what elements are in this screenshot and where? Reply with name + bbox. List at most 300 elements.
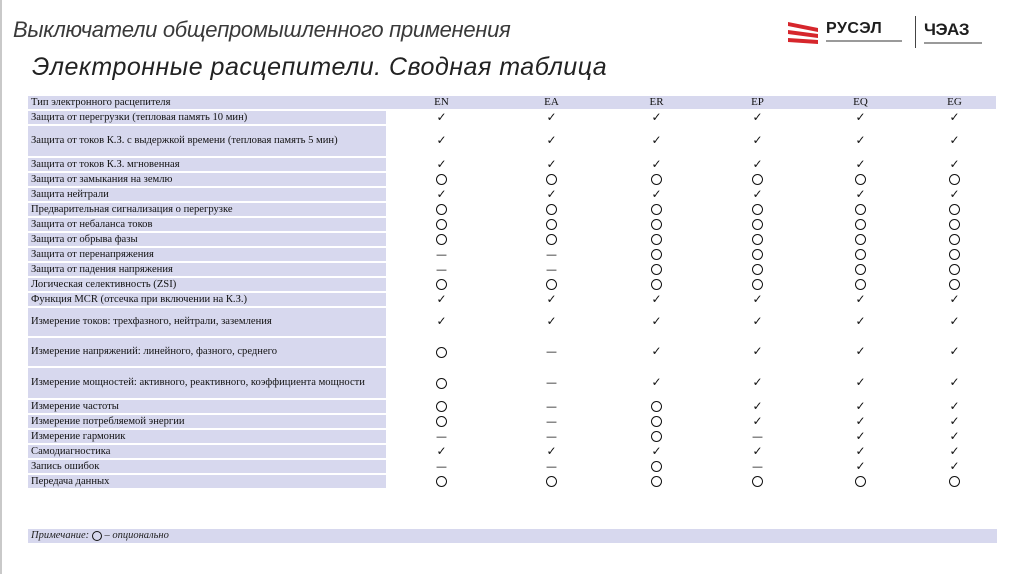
- column-header: EP: [706, 96, 808, 109]
- cell-er: [606, 308, 706, 336]
- cell-er: [606, 203, 706, 216]
- cell-ea: [496, 293, 606, 306]
- cell-er: [606, 445, 706, 458]
- cell-ep: [706, 188, 808, 201]
- check-icon: ✓: [752, 375, 763, 390]
- cell-er: [606, 278, 706, 291]
- cell-en: [386, 293, 496, 306]
- circle-icon: [949, 174, 960, 185]
- cell-ep: [706, 248, 808, 261]
- cell-en: [386, 308, 496, 336]
- cell-ea: [496, 415, 606, 428]
- check-icon: ✓: [855, 443, 866, 458]
- cell-en: [386, 126, 496, 156]
- circle-icon: [436, 347, 447, 358]
- cell-er: [606, 293, 706, 306]
- cell-ea: [496, 308, 606, 336]
- check-icon: ✓: [855, 133, 866, 148]
- feature-label: Запись ошибок: [28, 460, 386, 473]
- cell-en: [386, 173, 496, 186]
- cell-en: [386, 188, 496, 201]
- dash-icon: —: [546, 414, 557, 428]
- check-icon: ✓: [949, 413, 960, 428]
- circle-icon: [546, 234, 557, 245]
- circle-icon: [436, 476, 447, 487]
- check-icon: ✓: [651, 291, 662, 306]
- cell-er: [606, 111, 706, 124]
- feature-label: Функция MCR (отсечка при включении на К.З.): [28, 293, 386, 306]
- check-icon: ✓: [855, 428, 866, 443]
- circle-icon: [855, 279, 866, 290]
- cell-ep: [706, 430, 808, 443]
- check-icon: ✓: [949, 314, 960, 329]
- circle-icon: [546, 204, 557, 215]
- check-icon: ✓: [546, 109, 557, 124]
- footnote-suffix: – опционально: [104, 530, 169, 541]
- cell-en: [386, 203, 496, 216]
- cell-en: [386, 233, 496, 246]
- cell-eg: [912, 460, 996, 473]
- cell-er: [606, 218, 706, 231]
- feature-label: Защита от токов К.З. с выдержкой времени (тепловая память 5 мин): [28, 126, 386, 156]
- cheaz-logo-underline: [924, 42, 982, 44]
- cell-eq: [808, 415, 912, 428]
- circle-icon: [436, 234, 447, 245]
- circle-icon: [855, 234, 866, 245]
- circle-icon: [436, 416, 447, 427]
- cell-en: [386, 460, 496, 473]
- table-row: [28, 188, 996, 201]
- cell-ep: [706, 173, 808, 186]
- check-icon: ✓: [949, 398, 960, 413]
- cell-ep: [706, 126, 808, 156]
- cell-ea: [496, 430, 606, 443]
- cell-ea: [496, 400, 606, 413]
- feature-label: Измерение напряжений: линейного, фазного, среднего: [28, 338, 386, 366]
- check-icon: ✓: [752, 443, 763, 458]
- cell-er: [606, 460, 706, 473]
- table-row: [28, 293, 996, 306]
- feature-label: Защита от падения напряжения: [28, 263, 386, 276]
- cell-eg: [912, 126, 996, 156]
- check-icon: ✓: [949, 428, 960, 443]
- cell-ep: [706, 368, 808, 398]
- check-icon: ✓: [651, 109, 662, 124]
- check-icon: ✓: [546, 314, 557, 329]
- check-icon: ✓: [949, 375, 960, 390]
- table-row: [28, 475, 996, 488]
- check-icon: ✓: [752, 291, 763, 306]
- feature-label: Измерение гармоник: [28, 430, 386, 443]
- circle-icon: [546, 174, 557, 185]
- check-icon: ✓: [436, 156, 447, 171]
- cell-eg: [912, 430, 996, 443]
- cell-er: [606, 430, 706, 443]
- circle-icon: [855, 249, 866, 260]
- dash-icon: —: [436, 262, 447, 276]
- check-icon: ✓: [436, 314, 447, 329]
- dash-icon: —: [752, 459, 763, 473]
- cell-eg: [912, 445, 996, 458]
- cell-eq: [808, 293, 912, 306]
- cell-er: [606, 248, 706, 261]
- logo-divider: [915, 16, 916, 48]
- cell-eq: [808, 248, 912, 261]
- check-icon: ✓: [752, 109, 763, 124]
- cell-eg: [912, 308, 996, 336]
- check-icon: ✓: [949, 133, 960, 148]
- cell-eg: [912, 338, 996, 366]
- cell-en: [386, 278, 496, 291]
- feature-label: Измерение токов: трехфазного, нейтрали, заземления: [28, 308, 386, 336]
- logo-group: [786, 14, 1001, 54]
- circle-icon: [949, 476, 960, 487]
- cell-ep: [706, 400, 808, 413]
- cell-eq: [808, 111, 912, 124]
- table-row: [28, 445, 996, 458]
- column-header: EG: [912, 96, 996, 109]
- table-row: [28, 430, 996, 443]
- check-icon: ✓: [855, 156, 866, 171]
- cell-eq: [808, 278, 912, 291]
- check-icon: ✓: [752, 413, 763, 428]
- table-row: [28, 173, 996, 186]
- cell-eq: [808, 460, 912, 473]
- dash-icon: —: [436, 429, 447, 443]
- table-row: [28, 203, 996, 216]
- feature-label: Логическая селективность (ZSI): [28, 278, 386, 291]
- cell-eg: [912, 248, 996, 261]
- cell-eg: [912, 233, 996, 246]
- check-icon: ✓: [949, 344, 960, 359]
- cell-er: [606, 173, 706, 186]
- feature-label: Измерение мощностей: активного, реактивного, коэффициента мощности: [28, 368, 386, 398]
- cell-er: [606, 263, 706, 276]
- circle-icon: [855, 174, 866, 185]
- feature-label: Защита от обрыва фазы: [28, 233, 386, 246]
- circle-icon: [651, 264, 662, 275]
- cell-ep: [706, 293, 808, 306]
- table-row: [28, 233, 996, 246]
- cell-eq: [808, 158, 912, 171]
- cell-eg: [912, 218, 996, 231]
- cell-en: [386, 430, 496, 443]
- circle-icon: [752, 234, 763, 245]
- cheaz-logo-text: ЧЭАЗ: [924, 20, 969, 39]
- check-icon: ✓: [546, 443, 557, 458]
- circle-icon: [752, 476, 763, 487]
- cell-er: [606, 158, 706, 171]
- circle-icon: [651, 476, 662, 487]
- cell-eq: [808, 188, 912, 201]
- column-header: ER: [606, 96, 706, 109]
- check-icon: ✓: [855, 458, 866, 473]
- check-icon: ✓: [949, 291, 960, 306]
- cell-ep: [706, 460, 808, 473]
- check-icon: ✓: [949, 186, 960, 201]
- cell-eg: [912, 293, 996, 306]
- circle-icon: [855, 264, 866, 275]
- cell-ea: [496, 248, 606, 261]
- cell-er: [606, 400, 706, 413]
- cell-ea: [496, 278, 606, 291]
- check-icon: ✓: [752, 156, 763, 171]
- feature-label: Самодиагностика: [28, 445, 386, 458]
- circle-icon: [949, 234, 960, 245]
- check-icon: ✓: [855, 109, 866, 124]
- check-icon: ✓: [436, 291, 447, 306]
- check-icon: ✓: [546, 186, 557, 201]
- cell-eq: [808, 173, 912, 186]
- feature-label: Защита от токов К.З. мгновенная: [28, 158, 386, 171]
- cheaz-logo: [924, 16, 999, 50]
- check-icon: ✓: [949, 156, 960, 171]
- check-icon: ✓: [651, 443, 662, 458]
- cell-eg: [912, 188, 996, 201]
- cell-eq: [808, 308, 912, 336]
- cell-en: [386, 248, 496, 261]
- cell-er: [606, 415, 706, 428]
- cell-en: [386, 263, 496, 276]
- dash-icon: —: [546, 247, 557, 261]
- cell-ep: [706, 278, 808, 291]
- circle-icon: [651, 279, 662, 290]
- table-row: [28, 218, 996, 231]
- cell-eq: [808, 203, 912, 216]
- circle-icon: [949, 279, 960, 290]
- trip-units-table: [28, 94, 996, 490]
- check-icon: ✓: [752, 186, 763, 201]
- check-icon: ✓: [855, 375, 866, 390]
- cell-ea: [496, 158, 606, 171]
- cell-eq: [808, 218, 912, 231]
- cell-eg: [912, 203, 996, 216]
- column-header: EA: [496, 96, 606, 109]
- check-icon: ✓: [651, 375, 662, 390]
- circle-icon: [436, 174, 447, 185]
- column-header: EN: [386, 96, 496, 109]
- cell-eq: [808, 430, 912, 443]
- feature-label: Передача данных: [28, 475, 386, 488]
- rusel-mark-icon: [788, 20, 820, 48]
- check-icon: ✓: [651, 344, 662, 359]
- table-row: [28, 460, 996, 473]
- cell-eg: [912, 263, 996, 276]
- cell-ep: [706, 158, 808, 171]
- circle-icon: [949, 249, 960, 260]
- cell-en: [386, 400, 496, 413]
- cell-eg: [912, 111, 996, 124]
- check-icon: ✓: [949, 109, 960, 124]
- cell-ep: [706, 415, 808, 428]
- circle-icon: [651, 174, 662, 185]
- circle-icon: [651, 401, 662, 412]
- cell-ep: [706, 233, 808, 246]
- cell-ea: [496, 233, 606, 246]
- cell-er: [606, 368, 706, 398]
- check-icon: ✓: [855, 413, 866, 428]
- feature-label: Предварительная сигнализация о перегрузке: [28, 203, 386, 216]
- cell-eg: [912, 278, 996, 291]
- rusel-logo-underline: [826, 40, 902, 42]
- cell-eq: [808, 475, 912, 488]
- cell-er: [606, 233, 706, 246]
- check-icon: ✓: [855, 314, 866, 329]
- feature-label: Защита от перенапряжения: [28, 248, 386, 261]
- cell-eq: [808, 263, 912, 276]
- check-icon: ✓: [855, 344, 866, 359]
- cell-ep: [706, 218, 808, 231]
- cell-en: [386, 158, 496, 171]
- feature-label: Защита нейтрали: [28, 188, 386, 201]
- cell-ep: [706, 111, 808, 124]
- circle-icon: [92, 531, 102, 541]
- cell-eq: [808, 445, 912, 458]
- cell-ea: [496, 203, 606, 216]
- check-icon: ✓: [752, 314, 763, 329]
- cell-ea: [496, 368, 606, 398]
- cell-ea: [496, 188, 606, 201]
- corner-header: Тип электронного расцепителя: [28, 96, 386, 109]
- circle-icon: [651, 249, 662, 260]
- circle-icon: [651, 234, 662, 245]
- feature-label: Защита от небаланса токов: [28, 218, 386, 231]
- circle-icon: [546, 219, 557, 230]
- page-subtitle: Электронные расцепители. Сводная таблица: [32, 53, 608, 81]
- circle-icon: [651, 416, 662, 427]
- column-header: EQ: [808, 96, 912, 109]
- circle-icon: [855, 476, 866, 487]
- dash-icon: —: [546, 262, 557, 276]
- circle-icon: [855, 219, 866, 230]
- table-row: [28, 308, 996, 336]
- cell-eg: [912, 368, 996, 398]
- feature-label: Защита от перегрузки (тепловая память 10 мин): [28, 111, 386, 124]
- cell-ea: [496, 263, 606, 276]
- circle-icon: [651, 219, 662, 230]
- cell-ep: [706, 338, 808, 366]
- table-row: [28, 400, 996, 413]
- table-row: [28, 158, 996, 171]
- cell-ea: [496, 338, 606, 366]
- left-accent-bar: [0, 0, 2, 574]
- check-icon: ✓: [651, 133, 662, 148]
- circle-icon: [436, 219, 447, 230]
- circle-icon: [855, 204, 866, 215]
- check-icon: ✓: [949, 443, 960, 458]
- footnote-prefix: Примечание:: [31, 530, 90, 541]
- cell-eg: [912, 415, 996, 428]
- circle-icon: [651, 204, 662, 215]
- cell-ea: [496, 173, 606, 186]
- dash-icon: —: [436, 459, 447, 473]
- footnote: [28, 529, 997, 543]
- circle-icon: [651, 431, 662, 442]
- table-row: [28, 248, 996, 261]
- cell-eg: [912, 158, 996, 171]
- table-row: [28, 338, 996, 366]
- cell-ep: [706, 475, 808, 488]
- cell-en: [386, 445, 496, 458]
- cell-er: [606, 338, 706, 366]
- circle-icon: [651, 461, 662, 472]
- cell-er: [606, 475, 706, 488]
- circle-icon: [546, 279, 557, 290]
- rusel-logo: [786, 16, 906, 52]
- cell-ep: [706, 445, 808, 458]
- cell-en: [386, 111, 496, 124]
- cell-en: [386, 338, 496, 366]
- check-icon: ✓: [546, 291, 557, 306]
- cell-eg: [912, 173, 996, 186]
- dash-icon: —: [546, 345, 557, 359]
- table-header-row: [28, 96, 996, 109]
- table-row: [28, 415, 996, 428]
- cell-ea: [496, 445, 606, 458]
- cell-ea: [496, 126, 606, 156]
- cell-eg: [912, 475, 996, 488]
- circle-icon: [949, 219, 960, 230]
- check-icon: ✓: [651, 156, 662, 171]
- check-icon: ✓: [546, 156, 557, 171]
- check-icon: ✓: [752, 133, 763, 148]
- cell-ep: [706, 308, 808, 336]
- feature-label: Измерение частоты: [28, 400, 386, 413]
- check-icon: ✓: [436, 443, 447, 458]
- dash-icon: —: [752, 429, 763, 443]
- circle-icon: [546, 476, 557, 487]
- check-icon: ✓: [436, 133, 447, 148]
- circle-icon: [436, 204, 447, 215]
- cell-eq: [808, 233, 912, 246]
- cell-eg: [912, 400, 996, 413]
- check-icon: ✓: [436, 186, 447, 201]
- circle-icon: [436, 279, 447, 290]
- check-icon: ✓: [855, 398, 866, 413]
- circle-icon: [752, 204, 763, 215]
- rusel-logo-text: РУСЭЛ: [826, 20, 883, 37]
- cell-en: [386, 415, 496, 428]
- table-row: [28, 126, 996, 156]
- table-row: [28, 368, 996, 398]
- dash-icon: —: [436, 247, 447, 261]
- check-icon: ✓: [651, 314, 662, 329]
- check-icon: ✓: [855, 186, 866, 201]
- table-body: [28, 96, 996, 488]
- cell-er: [606, 126, 706, 156]
- circle-icon: [752, 264, 763, 275]
- check-icon: ✓: [949, 458, 960, 473]
- check-icon: ✓: [651, 186, 662, 201]
- circle-icon: [752, 174, 763, 185]
- cell-ea: [496, 460, 606, 473]
- cell-eq: [808, 126, 912, 156]
- cell-en: [386, 368, 496, 398]
- table-row: [28, 263, 996, 276]
- circle-icon: [752, 279, 763, 290]
- table-row: [28, 278, 996, 291]
- circle-icon: [752, 249, 763, 260]
- cell-eq: [808, 338, 912, 366]
- circle-icon: [752, 219, 763, 230]
- cell-en: [386, 218, 496, 231]
- cell-ep: [706, 203, 808, 216]
- cell-ep: [706, 263, 808, 276]
- feature-label: Измерение потребляемой энергии: [28, 415, 386, 428]
- cell-eq: [808, 400, 912, 413]
- circle-icon: [436, 401, 447, 412]
- table-row: [28, 111, 996, 124]
